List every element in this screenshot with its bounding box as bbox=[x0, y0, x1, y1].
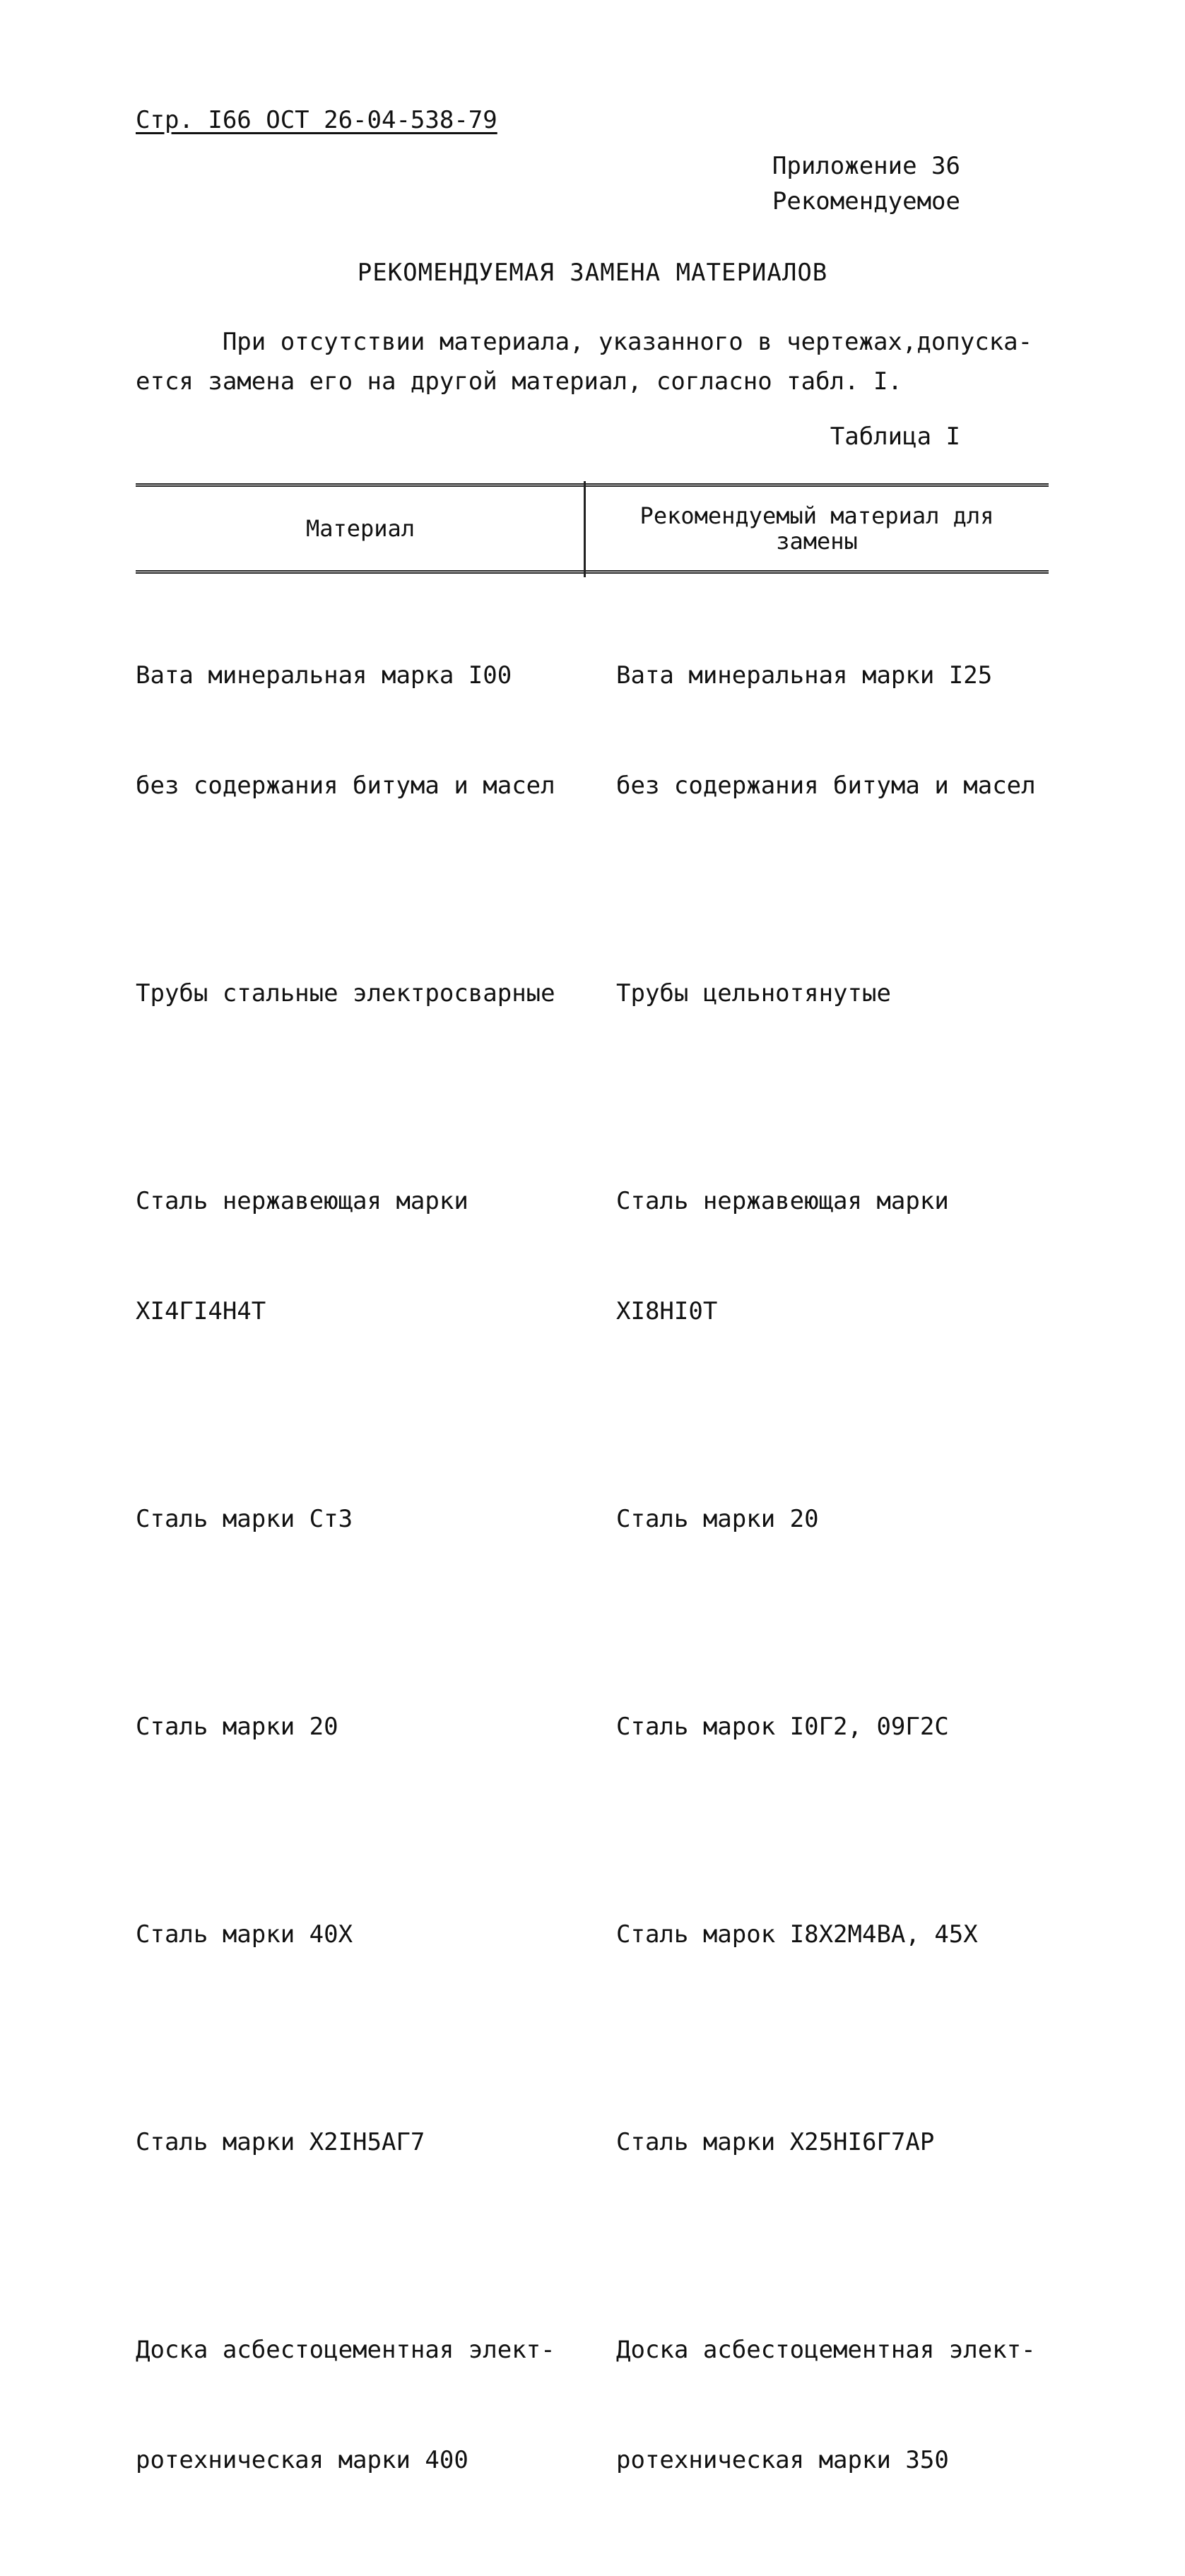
replacement-cell bbox=[616, 1109, 1049, 1403]
header-material: Материал bbox=[305, 515, 415, 542]
cell-text: ротехническая марки 350 bbox=[616, 2446, 949, 2474]
cell-text: XI8HI0T bbox=[616, 1297, 718, 1325]
table-row bbox=[136, 2258, 1049, 2552]
cell-text: XI4ГI4Н4Т bbox=[136, 1297, 266, 1325]
replacement-cell bbox=[616, 584, 1049, 878]
replacement-cell bbox=[616, 902, 1049, 1085]
intro-paragraph bbox=[136, 322, 1054, 401]
table-row bbox=[136, 902, 1049, 1085]
intro-line: При отсутствии материала, указанного в чертежах,допуска- bbox=[136, 328, 1033, 356]
table-row bbox=[136, 2050, 1049, 2234]
document-title: РЕКОМЕНДУЕМАЯ ЗАМЕНА МАТЕРИАЛОВ bbox=[357, 259, 828, 287]
material-cell bbox=[136, 1635, 616, 1819]
cell-text: Сталь марки Ст3 bbox=[136, 1505, 353, 1533]
replacement-cell bbox=[616, 2258, 1049, 2552]
cell-text: Доска асбестоцементная элект- bbox=[616, 2336, 1036, 2364]
cell-text: Вата минеральная марка I00 bbox=[136, 661, 512, 690]
cell-text: Вата минеральная марки I25 bbox=[616, 661, 993, 690]
material-cell bbox=[136, 1843, 616, 2026]
table-row bbox=[136, 1109, 1049, 1403]
cell-text: Сталь нержавеющая марки bbox=[616, 1187, 949, 1215]
cell-text: Сталь нержавеющая марки bbox=[136, 1187, 468, 1215]
cell-text: Трубы стальные электросварные bbox=[136, 979, 555, 1008]
material-cell bbox=[136, 584, 616, 878]
table-row bbox=[136, 1843, 1049, 2026]
materials-table bbox=[136, 483, 1049, 2576]
replacement-cell bbox=[616, 2050, 1049, 2234]
replacement-cell bbox=[616, 1427, 1049, 1611]
cell-text: Доска асбестоцементная элект- bbox=[136, 2336, 555, 2364]
cell-text: без содержания битума и масел bbox=[616, 772, 1036, 800]
cell-text: Сталь марки 20 bbox=[136, 1713, 338, 1741]
appendix-status: Рекомендуемое bbox=[772, 187, 960, 215]
cell-text: Сталь марок I8X2M4BA, 45X bbox=[616, 1920, 978, 1949]
intro-line: ется замена его на другой материал, согласно табл. I. bbox=[136, 367, 902, 396]
material-cell bbox=[136, 2050, 616, 2234]
table-row bbox=[136, 1635, 1049, 1819]
replacement-cell bbox=[616, 1843, 1049, 2026]
header-replacement: Рекомендуемый материал для замены bbox=[639, 502, 994, 555]
material-cell bbox=[136, 2258, 616, 2552]
table-body bbox=[136, 584, 1049, 2552]
material-cell bbox=[136, 1109, 616, 1403]
cell-text: Сталь марки 20 bbox=[616, 1505, 819, 1533]
table-caption: Таблица I bbox=[830, 423, 960, 451]
cell-text: Сталь марки 40X bbox=[136, 1920, 353, 1949]
cell-text: Трубы цельнотянутые bbox=[616, 979, 891, 1008]
table-header bbox=[136, 483, 1049, 574]
appendix-block bbox=[772, 148, 960, 219]
page-reference: Стр. I66 ОСТ 26-04-538-79 bbox=[136, 106, 497, 134]
material-cell bbox=[136, 1427, 616, 1611]
table-row bbox=[136, 1427, 1049, 1611]
appendix-label: Приложение 36 bbox=[772, 152, 960, 180]
replacement-cell bbox=[616, 1635, 1049, 1819]
material-cell bbox=[136, 902, 616, 1085]
cell-text: без содержания битума и масел bbox=[136, 772, 555, 800]
cell-text: ротехническая марки 400 bbox=[136, 2446, 468, 2474]
cell-text: Сталь марки X25НI6Г7АР bbox=[616, 2128, 935, 2156]
column-divider bbox=[584, 481, 586, 577]
cell-text: Сталь марок I0Г2, 09Г2С bbox=[616, 1713, 949, 1741]
cell-text: Сталь марки X2IН5АГ7 bbox=[136, 2128, 425, 2156]
table-row bbox=[136, 584, 1049, 878]
